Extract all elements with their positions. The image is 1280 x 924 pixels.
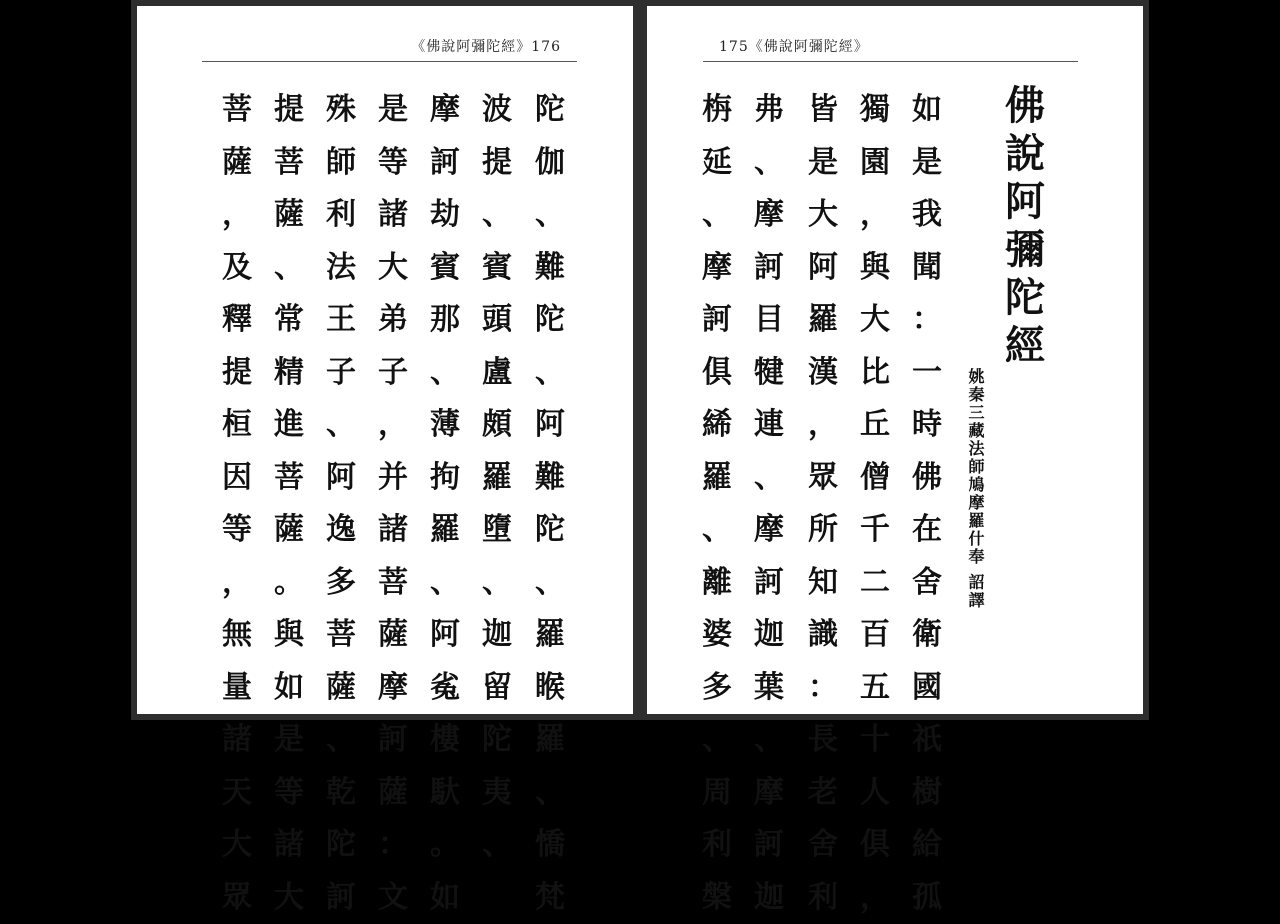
text-char: ， — [219, 189, 255, 242]
text-char: ， — [857, 189, 893, 242]
text-char: 量 — [219, 662, 255, 715]
text-char: 大 — [219, 819, 255, 872]
text-char: 薩 — [271, 189, 307, 242]
title-char: 佛 — [1003, 82, 1047, 130]
text-char: 僧 — [857, 452, 893, 505]
text-char: 桓 — [219, 399, 255, 452]
text-char: 提 — [479, 137, 515, 190]
text-char: 多 — [323, 557, 359, 610]
text-char: 弟 — [375, 294, 411, 347]
text-char: 皆 — [805, 84, 841, 137]
text-char: 。 — [427, 819, 463, 872]
text-char: 迦 — [751, 609, 787, 662]
text-char: 弗 — [751, 84, 787, 137]
text-char: 五 — [857, 662, 893, 715]
text-char: 大 — [857, 294, 893, 347]
text-char: 法 — [323, 242, 359, 295]
text-char: 丘 — [857, 399, 893, 452]
text-char: 天 — [219, 767, 255, 820]
text-char: 菩 — [219, 84, 255, 137]
text-char: 劫 — [427, 189, 463, 242]
text-char: 、 — [271, 242, 307, 295]
text-char: 眾 — [805, 452, 841, 505]
text-char: 、 — [532, 189, 568, 242]
text-column — [219, 84, 255, 924]
text-char: 、 — [751, 714, 787, 767]
text-char: 是 — [271, 714, 307, 767]
text-char: 拘 — [427, 452, 463, 505]
text-char: 俱 — [857, 819, 893, 872]
text-char: 時 — [909, 399, 945, 452]
text-char: 薩 — [375, 767, 411, 820]
text-char: ： — [375, 819, 411, 872]
text-char: 波 — [479, 84, 515, 137]
text-char: 子 — [375, 347, 411, 400]
page-header: 175《佛說阿彌陀經》 — [719, 36, 869, 56]
text-char: 諸 — [271, 819, 307, 872]
text-char: 諸 — [219, 714, 255, 767]
text-char: 獨 — [857, 84, 893, 137]
text-char: 因 — [219, 452, 255, 505]
left-page — [137, 6, 633, 714]
text-column — [271, 84, 307, 924]
text-char: 給 — [909, 819, 945, 872]
text-column — [323, 84, 359, 924]
text-char: 諸 — [375, 504, 411, 557]
text-char: 訶 — [323, 872, 359, 924]
text-char: 阿 — [427, 609, 463, 662]
text-column — [375, 84, 411, 924]
text-char: 訶 — [427, 137, 463, 190]
text-char: ： — [909, 294, 945, 347]
text-char: 子 — [323, 347, 359, 400]
header-rule — [202, 61, 577, 62]
text-char: 、 — [479, 819, 515, 872]
text-char: ， — [219, 557, 255, 610]
text-char: 迦 — [751, 872, 787, 924]
text-char: 迦 — [479, 609, 515, 662]
text-char: 知 — [805, 557, 841, 610]
title-char: 說 — [1003, 130, 1047, 178]
text-char: 十 — [857, 714, 893, 767]
text-char: 舍 — [805, 819, 841, 872]
text-char: 并 — [375, 452, 411, 505]
text-char: 老 — [805, 767, 841, 820]
title-char: 彌 — [1003, 226, 1047, 274]
text-char: 目 — [751, 294, 787, 347]
text-char: 多 — [699, 662, 735, 715]
text-char: 。 — [271, 557, 307, 610]
text-char: 如 — [271, 662, 307, 715]
text-char: 訶 — [751, 557, 787, 610]
text-char: 陀 — [479, 714, 515, 767]
text-char: 、 — [751, 452, 787, 505]
text-char: 園 — [857, 137, 893, 190]
text-char: 文 — [375, 872, 411, 924]
text-char: 大 — [375, 242, 411, 295]
text-char: 、 — [532, 767, 568, 820]
text-char: 人 — [857, 767, 893, 820]
text-column — [532, 84, 568, 924]
text-char: 延 — [699, 137, 735, 190]
text-char: 我 — [909, 189, 945, 242]
text-char: 離 — [699, 557, 735, 610]
text-char: 利 — [699, 819, 735, 872]
text-char: 訶 — [699, 294, 735, 347]
text-char: 難 — [532, 452, 568, 505]
text-char: 梵 — [532, 872, 568, 924]
text-char: 逸 — [323, 504, 359, 557]
text-char: 陀 — [532, 294, 568, 347]
text-char: 羅 — [427, 504, 463, 557]
text-char: 及 — [219, 242, 255, 295]
text-char: ， — [375, 399, 411, 452]
text-char: 羅 — [532, 609, 568, 662]
text-char: 識 — [805, 609, 841, 662]
text-char: 栴 — [699, 84, 735, 137]
text-char: 摩 — [751, 189, 787, 242]
text-char: 精 — [271, 347, 307, 400]
text-char: 犍 — [751, 347, 787, 400]
text-char: 釋 — [219, 294, 255, 347]
text-char: 阿 — [805, 242, 841, 295]
text-char: 訶 — [751, 242, 787, 295]
text-char: 利 — [805, 872, 841, 924]
text-char: 大 — [805, 189, 841, 242]
header-rule — [703, 61, 1078, 62]
text-char: 、 — [699, 504, 735, 557]
text-char: 等 — [219, 504, 255, 557]
text-char: 菩 — [271, 452, 307, 505]
text-char: 漢 — [805, 347, 841, 400]
translator-credit: 姚秦三藏法師鳩摩羅什奉 詔譯 — [965, 368, 985, 610]
text-char: 提 — [219, 347, 255, 400]
text-char: 阿 — [323, 452, 359, 505]
text-char: 、 — [323, 714, 359, 767]
text-char: 絺 — [699, 399, 735, 452]
text-char: 槃 — [699, 872, 735, 924]
text-char: 千 — [857, 504, 893, 557]
text-char: 、 — [427, 347, 463, 400]
text-char: 摩 — [375, 662, 411, 715]
title-char: 陀 — [1003, 274, 1047, 322]
text-char: 國 — [909, 662, 945, 715]
text-char: 薄 — [427, 399, 463, 452]
text-char: 、 — [751, 137, 787, 190]
text-char: 菩 — [375, 557, 411, 610]
text-char: 二 — [857, 557, 893, 610]
text-char: 、 — [323, 399, 359, 452]
text-char: 長 — [805, 714, 841, 767]
text-column — [909, 84, 945, 924]
text-char: 提 — [271, 84, 307, 137]
text-char: 陀 — [532, 84, 568, 137]
text-char: 薩 — [375, 609, 411, 662]
text-char: 眾 — [219, 872, 255, 924]
text-char: 羅 — [699, 452, 735, 505]
text-char: 羅 — [805, 294, 841, 347]
text-char: 伽 — [532, 137, 568, 190]
text-char: 孤 — [909, 872, 945, 924]
text-char: 夷 — [479, 767, 515, 820]
text-column — [751, 84, 787, 924]
text-char: 常 — [271, 294, 307, 347]
text-char: 陀 — [532, 504, 568, 557]
text-char: 是 — [805, 137, 841, 190]
right-page — [647, 6, 1143, 714]
text-char: 祇 — [909, 714, 945, 767]
text-char: 所 — [805, 504, 841, 557]
text-char: 周 — [699, 767, 735, 820]
text-char: 師 — [323, 137, 359, 190]
text-char: 大 — [271, 872, 307, 924]
text-column — [427, 84, 463, 924]
text-char: 諸 — [375, 189, 411, 242]
text-char: 摩 — [699, 242, 735, 295]
text-char: 羅 — [479, 452, 515, 505]
text-char: 、 — [699, 189, 735, 242]
text-char: 、 — [532, 557, 568, 610]
page-header: 《佛說阿彌陀經》176 — [411, 36, 561, 56]
text-char: 乾 — [323, 767, 359, 820]
text-char: 衛 — [909, 609, 945, 662]
text-char: 佛 — [909, 452, 945, 505]
sutra-title — [1003, 82, 1047, 370]
text-char: 羅 — [532, 714, 568, 767]
text-char: 馱 — [427, 767, 463, 820]
text-char: 葉 — [751, 662, 787, 715]
text-char: 、 — [699, 714, 735, 767]
text-column — [699, 84, 735, 924]
text-char: 樹 — [909, 767, 945, 820]
text-char: 㝹 — [427, 662, 463, 715]
text-char: 賓 — [479, 242, 515, 295]
text-char: 摩 — [751, 767, 787, 820]
text-char: 與 — [857, 242, 893, 295]
text-char: 王 — [323, 294, 359, 347]
text-char: 訶 — [375, 714, 411, 767]
text-char: 菩 — [271, 137, 307, 190]
text-char: 、 — [479, 557, 515, 610]
text-char: 難 — [532, 242, 568, 295]
text-char: 進 — [271, 399, 307, 452]
text-char: 墮 — [479, 504, 515, 557]
text-char: 摩 — [751, 504, 787, 557]
text-char: 陀 — [323, 819, 359, 872]
text-char: ， — [857, 872, 893, 924]
text-char: 聞 — [909, 242, 945, 295]
text-char: 盧 — [479, 347, 515, 400]
text-char: 在 — [909, 504, 945, 557]
title-char: 阿 — [1003, 178, 1047, 226]
text-char: 與 — [271, 609, 307, 662]
text-char: 薩 — [219, 137, 255, 190]
text-char: 婆 — [699, 609, 735, 662]
text-char: 比 — [857, 347, 893, 400]
text-char: 、 — [427, 557, 463, 610]
text-char: 如 — [427, 872, 463, 924]
text-char: 無 — [219, 609, 255, 662]
text-char: 薩 — [323, 662, 359, 715]
text-char: 憍 — [532, 819, 568, 872]
text-char: 連 — [751, 399, 787, 452]
text-char: 一 — [909, 347, 945, 400]
text-char: 利 — [323, 189, 359, 242]
text-char: 賓 — [427, 242, 463, 295]
text-char: 如 — [909, 84, 945, 137]
title-char: 經 — [1003, 322, 1047, 370]
text-char: 、 — [479, 189, 515, 242]
text-char: 百 — [857, 609, 893, 662]
text-column — [857, 84, 893, 924]
text-char: 等 — [375, 137, 411, 190]
text-char: 樓 — [427, 714, 463, 767]
text-char: 阿 — [532, 399, 568, 452]
text-column — [805, 84, 841, 924]
text-char: 菩 — [323, 609, 359, 662]
text-char: 留 — [479, 662, 515, 715]
text-char: 頗 — [479, 399, 515, 452]
text-char: 是 — [909, 137, 945, 190]
text-char: 俱 — [699, 347, 735, 400]
text-char: 那 — [427, 294, 463, 347]
text-char: 摩 — [427, 84, 463, 137]
text-char: 等 — [271, 767, 307, 820]
text-char: 薩 — [271, 504, 307, 557]
text-char: 睺 — [532, 662, 568, 715]
text-char: ， — [805, 399, 841, 452]
text-char: 訶 — [751, 819, 787, 872]
text-char: 頭 — [479, 294, 515, 347]
text-column — [479, 84, 515, 872]
text-char: 是 — [375, 84, 411, 137]
text-char: 、 — [532, 347, 568, 400]
text-char: 舍 — [909, 557, 945, 610]
text-char: 殊 — [323, 84, 359, 137]
text-char: ： — [805, 662, 841, 715]
